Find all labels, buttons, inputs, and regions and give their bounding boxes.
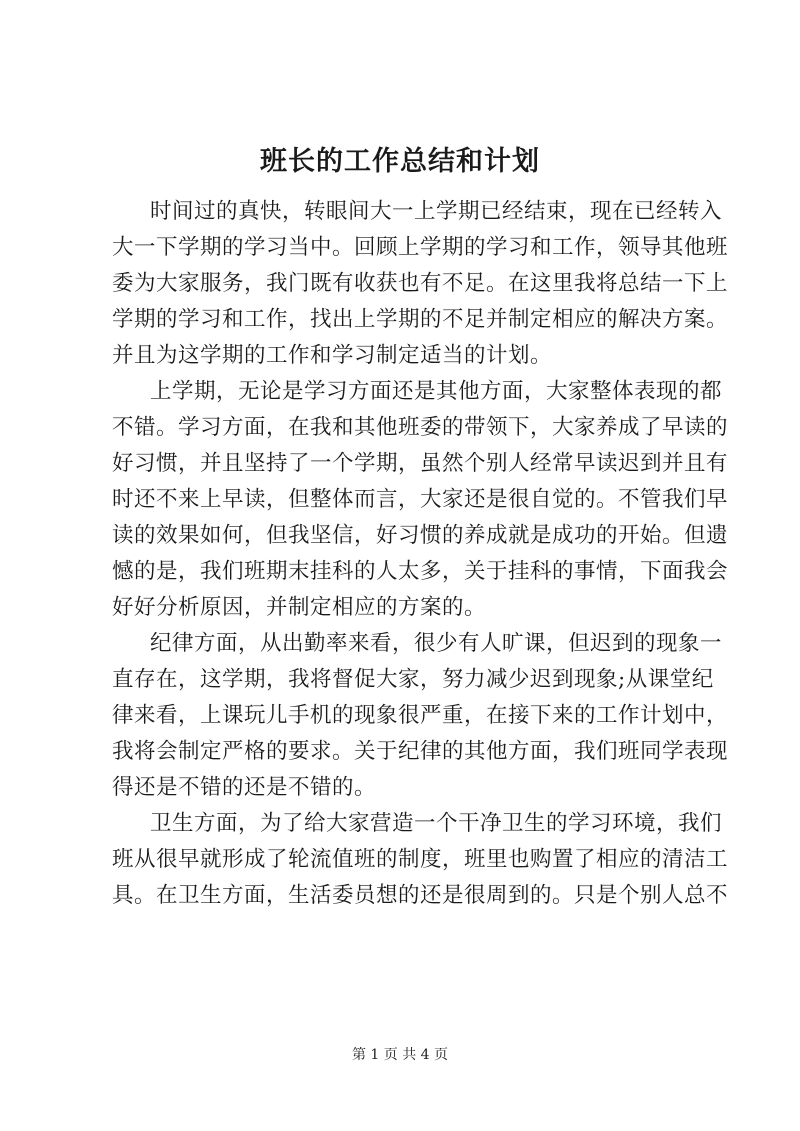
- paragraph-line: 大一下学期的学习当中。回顾上学期的学习和工作，领导其他班: [112, 235, 729, 260]
- paragraph-line: 学期的学习和工作，找出上学期的不足并制定相应的解决方案。: [112, 307, 729, 332]
- paragraph-line: 时间过的真快，转眼间大一上学期已经结束，现在已经转入: [150, 199, 723, 224]
- paragraph-line: 好习惯，并且坚持了一个学期，虽然个别人经常早读迟到并且有: [112, 451, 729, 476]
- paragraph-line: 不错。学习方面，在我和其他班委的带领下，大家养成了早读的: [112, 415, 729, 440]
- paragraph-line: 好好分析原因，并制定相应的方案的。: [112, 595, 487, 620]
- page-number-footer: 第 1 页 共 4 页: [351, 1047, 449, 1063]
- document-title: 班长的工作总结和计划: [260, 146, 540, 177]
- paragraph-line: 律来看，上课玩儿手机的现象很严重，在接下来的工作计划中，: [112, 703, 729, 728]
- paragraph-line: 得还是不错的还是不错的。: [112, 775, 377, 800]
- paragraph-line: 时还不来上早读，但整体而言，大家还是很自觉的。不管我们早: [112, 487, 729, 512]
- paragraph-line: 纪律方面，从出勤率来看，很少有人旷课，但迟到的现象一: [150, 631, 723, 656]
- paragraph-line: 直存在，这学期，我将督促大家，努力减少迟到现象;从课堂纪: [112, 667, 714, 692]
- paragraph-line: 憾的是，我们班期末挂科的人太多，关于挂科的事情，下面我会: [112, 559, 729, 584]
- paragraph-line: 具。在卫生方面，生活委员想的还是很周到的。只是个别人总不: [112, 883, 729, 908]
- paragraph-line: 班从很早就形成了轮流值班的制度，班里也购置了相应的清洁工: [112, 847, 729, 872]
- paragraph-line: 上学期，无论是学习方面还是其他方面，大家整体表现的都: [150, 379, 723, 404]
- paragraph-line: 读的效果如何，但我坚信，好习惯的养成就是成功的开始。但遗: [112, 523, 729, 548]
- paragraph-line: 并且为这学期的工作和学习制定适当的计划。: [112, 343, 553, 368]
- paragraph-line: 我将会制定严格的要求。关于纪律的其他方面，我们班同学表现: [112, 739, 729, 764]
- paragraph-line: 委为大家服务，我门既有收获也有不足。在这里我将总结一下上: [112, 271, 729, 296]
- paragraph-line: 卫生方面，为了给大家营造一个干净卫生的学习环境，我们: [150, 811, 723, 836]
